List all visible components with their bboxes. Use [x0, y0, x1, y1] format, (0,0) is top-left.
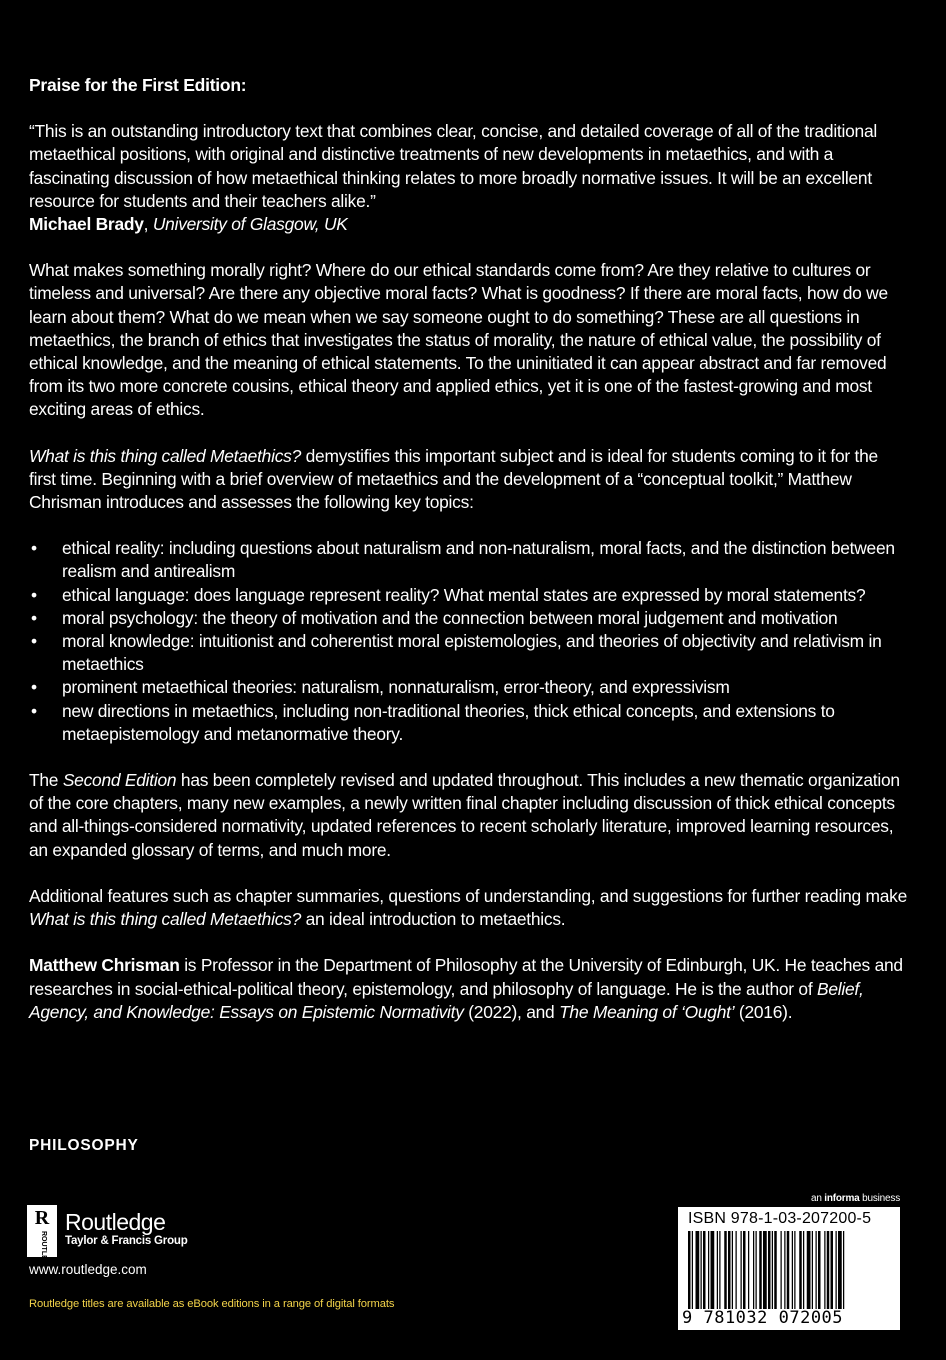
praise-attribution: [29, 213, 909, 236]
bullet-icon: •: [31, 677, 37, 698]
barcode-bar: [803, 1231, 804, 1309]
barcode-bar: [743, 1231, 746, 1309]
barcode-bar: [717, 1231, 718, 1309]
list-item: [29, 584, 909, 607]
bullet-icon: •: [31, 584, 37, 605]
attribution-name: Michael Brady: [29, 214, 144, 235]
barcode-bar: [688, 1231, 691, 1309]
publisher-wordmark: [65, 1205, 188, 1247]
barcode-bar: [692, 1231, 693, 1309]
mark-letter: R: [34, 1207, 50, 1229]
routledge-mark-icon: [27, 1205, 57, 1275]
barcode-bar: [794, 1231, 795, 1309]
list-item: [29, 607, 909, 630]
second-edition-prefix: The: [29, 770, 63, 791]
author-end: (2016).: [734, 1001, 793, 1022]
isbn-label: ISBN 978-1-03-207200-5: [688, 1210, 872, 1227]
attribution-separator: ,: [143, 214, 153, 235]
barcode-bar: [756, 1231, 757, 1309]
topic-text: ethical reality: including questions about naturalism and non-naturalism, moral facts, and the distinction between realism and antirealism: [62, 538, 895, 582]
subject-category: PHILOSOPHY: [29, 1137, 139, 1154]
barcode-bar: [816, 1231, 817, 1309]
list-item: [29, 676, 909, 699]
author-text: is Professor in the Department of Philosophy at the University of Edinburgh, UK. He teaches and researches in social-ethical-political theory, epistemology, and philosophy of language. He is the author of: [29, 955, 903, 999]
topic-text: prominent metaethical theories: naturalism, nonnaturalism, error-theory, and expressivism: [62, 677, 730, 698]
barcode-bar: [792, 1231, 793, 1309]
barcode-bar: [838, 1231, 842, 1309]
barcode-bar: [741, 1231, 742, 1309]
attribution-affiliation: University of Glasgow, UK: [152, 214, 348, 235]
barcode-bars-icon: [688, 1231, 890, 1309]
isbn-barcode: [678, 1207, 900, 1330]
barcode-bar: [787, 1231, 790, 1309]
barcode-bar: [711, 1231, 715, 1309]
barcode-bar: [831, 1231, 834, 1309]
bullet-icon: •: [31, 631, 37, 652]
author-mid: (2022), and: [463, 1001, 560, 1022]
informa-suffix: business: [859, 1193, 900, 1204]
barcode-bar: [719, 1231, 720, 1309]
author-bio: [29, 954, 909, 1024]
barcode-bar: [728, 1231, 731, 1309]
publisher-group: Taylor & Francis Group: [65, 1235, 188, 1247]
publisher-name: Routledge: [65, 1209, 166, 1235]
mark-vertical-text: ROUTLEDGE: [40, 1231, 47, 1275]
barcode-bar: [708, 1231, 709, 1309]
intro-paragraph: What makes something morally right? Where do our ethical standards come from? Are they relative to cultures or timeless and universal? Are there any objective moral facts? What is goodness? If there are moral facts, how do we learn about them? What do we mean when we say someone ought to do something? These are all questions in metaethics, the branch of ethics that investigates the status of morality, the nature of ethical value, the possibility of ethical knowledge, and the meaning of ethical statements. To the uninitiated it can appear abstract and far removed from its two more concrete cousins, ethical theory and applied ethics, yet it is one of the fastest-growing and most exciting areas of ethics.: [29, 260, 888, 420]
topic-text: moral psychology: the theory of motivation and the connection between moral judgement and motivation: [62, 607, 838, 628]
second-edition-paragraph: [29, 769, 909, 862]
barcode-bar: [824, 1231, 825, 1309]
author-name: Matthew Chrisman: [29, 955, 180, 976]
barcode-bar: [784, 1231, 785, 1309]
barcode-bar: [818, 1231, 821, 1309]
overview-book-title: What is this thing called Metaethics?: [29, 445, 302, 466]
barcode-bar: [696, 1231, 700, 1309]
barcode-bar: [703, 1231, 706, 1309]
list-item: [29, 700, 909, 746]
barcode-bar: [768, 1231, 771, 1309]
second-edition-title: Second Edition: [62, 770, 177, 791]
topic-text: ethical language: does language represent reality? What mental states are expressed by moral statements?: [62, 584, 866, 605]
barcode-bar: [781, 1231, 782, 1309]
barcode-bar: [836, 1231, 837, 1309]
list-item: [29, 537, 909, 583]
author-book-2: The Meaning of ‘Ought’: [559, 1001, 735, 1022]
barcode-bar: [827, 1231, 830, 1309]
author-book-1: Belief, Agency, and Knowledge: Essays on Epistemic Normativity: [29, 978, 864, 1022]
barcode-bar: [736, 1231, 737, 1309]
informa-prefix: an: [810, 1193, 825, 1204]
bullet-icon: •: [31, 700, 37, 721]
topic-text: new directions in metaethics, including non-traditional theories, thick ethical concepts, and extensions to metaepistemology and metanormative theory.: [62, 700, 835, 744]
features-book-title: What is this thing called Metaethics?: [29, 909, 302, 930]
barcode-bar: [799, 1231, 802, 1309]
barcode-bar: [812, 1231, 813, 1309]
barcode-bar: [753, 1231, 754, 1309]
barcode-bar: [748, 1231, 749, 1309]
overview-text: demystifies this important subject and is ideal for students coming to it for the first time. Beginning with a brief overview of metaethics and the development of a “conceptual toolkit,” Matthew Chrisman introduces and assesses the following key topics:: [29, 445, 878, 513]
barcode-bar: [843, 1231, 844, 1309]
praise-block: [29, 120, 909, 236]
barcode-bar: [774, 1231, 777, 1309]
topics-list: [29, 537, 909, 746]
bullet-icon: •: [31, 538, 37, 559]
barcode-bar: [732, 1231, 733, 1309]
second-edition-text: has been completely revised and updated throughout. This includes a new thematic organization of the core chapters, many new examples, a newly written final chapter including discussion of thick ethical concepts and all-things-considered normativity, updated references to recent scholarly literature, improved learning resources, an expanded glossary of terms, and much more.: [29, 770, 900, 860]
informa-brand: informa: [824, 1193, 860, 1204]
ebook-note: Routledge titles are available as eBook editions in a range of digital formats: [29, 1298, 395, 1310]
barcode-bar: [763, 1231, 767, 1309]
back-cover-text: [29, 74, 909, 1047]
barcode-bar: [701, 1231, 702, 1309]
features-paragraph: [29, 885, 909, 931]
publisher-url[interactable]: www.routledge.com: [29, 1262, 147, 1277]
barcode-bar: [759, 1231, 762, 1309]
praise-heading: Praise for the First Edition:: [29, 75, 247, 95]
barcode-bar: [807, 1231, 811, 1309]
informa-tagline: [811, 1193, 900, 1204]
topic-text: moral knowledge: intuitionist and coherentist moral epistemologies, and theories of objectivity and relativism in metaethics: [62, 631, 882, 675]
praise-quote: “This is an outstanding introductory text that combines clear, concise, and detailed coverage of all of the traditional metaethical positions, with original and distinctive treatments of new developments in metaethics, and with a fascinating discussion of how metaethical thinking relates to more broadly normative issues. It will be an excellent resource for students and their teachers alike.”: [29, 121, 878, 211]
barcode-digits: 9 781032 072005: [682, 1308, 844, 1328]
features-suffix: an ideal introduction to metaethics.: [301, 909, 566, 930]
barcode-bar: [724, 1231, 727, 1309]
bullet-icon: •: [31, 607, 37, 628]
barcode-bar: [772, 1231, 773, 1309]
overview-paragraph: [29, 445, 909, 515]
features-text: Additional features such as chapter summaries, questions of understanding, and suggestions for further reading make: [29, 885, 908, 906]
list-item: [29, 630, 909, 676]
